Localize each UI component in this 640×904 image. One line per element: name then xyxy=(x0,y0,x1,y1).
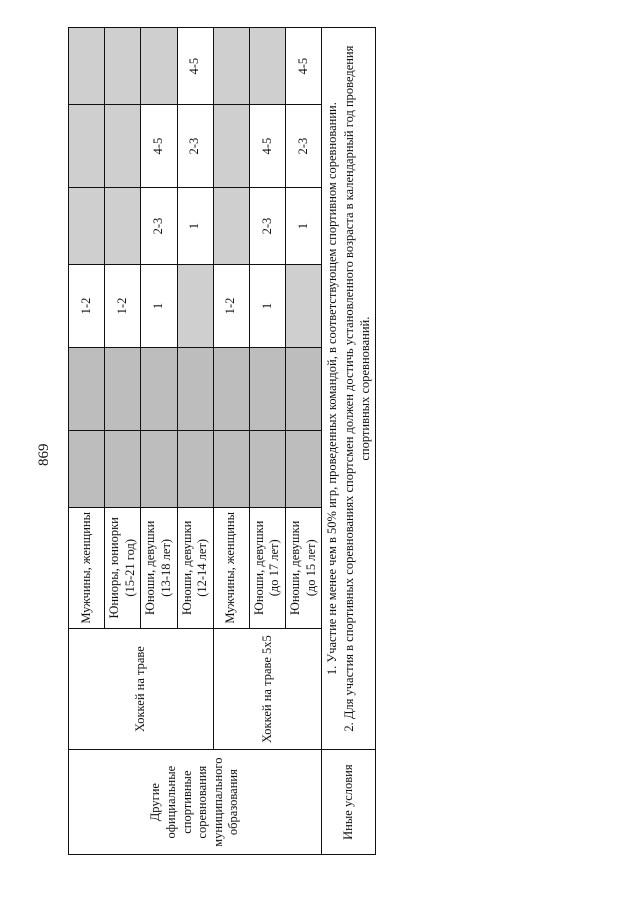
value-cell xyxy=(177,347,213,430)
value-cell: 1-2 xyxy=(105,265,141,348)
value-cell: 1 xyxy=(249,265,285,348)
value-cell xyxy=(286,347,322,430)
value-cell xyxy=(286,265,322,348)
value-cell: 1-2 xyxy=(69,265,105,348)
value-cell xyxy=(213,187,249,264)
category-cell: Юноши, девушки (13-18 лет) xyxy=(141,507,177,628)
category-cell: Юноши, девушки (до 15 лет) xyxy=(286,507,322,628)
value-cell: 1-2 xyxy=(213,265,249,348)
section-label: Другие официальные спортивные соревнования муниципального образования xyxy=(69,750,322,855)
value-cell xyxy=(213,28,249,105)
discipline-cell: Хоккей на траве 5х5 xyxy=(213,628,322,749)
value-cell: 2-3 xyxy=(286,105,322,188)
value-cell xyxy=(69,347,105,430)
value-cell xyxy=(105,347,141,430)
value-cell xyxy=(213,347,249,430)
note-paragraph: 2. Для участия в спортивных соревнованиях спортсмен должен достичь установленного возраста в календарный год проведения спортивных соревнований. xyxy=(341,45,372,732)
value-cell xyxy=(105,28,141,105)
other-conditions-notes xyxy=(322,28,376,750)
requirements-table xyxy=(68,27,376,855)
value-cell: 1 xyxy=(141,265,177,348)
value-cell xyxy=(105,430,141,507)
value-cell xyxy=(141,347,177,430)
value-cell: 1 xyxy=(177,187,213,264)
category-cell: Мужчины, женщины xyxy=(69,507,105,628)
value-cell: 1 xyxy=(286,187,322,264)
value-cell: 4-5 xyxy=(249,105,285,188)
value-cell: 2-3 xyxy=(177,105,213,188)
note-paragraph: 1. Участие не менее чем в 50% игр, проведенных командой, в соответствующем спортивном соревновании. xyxy=(325,102,340,676)
value-cell: 4-5 xyxy=(141,105,177,188)
value-cell xyxy=(69,28,105,105)
value-cell xyxy=(249,430,285,507)
value-cell xyxy=(105,187,141,264)
category-cell: Юноши, девушки (до 17 лет) xyxy=(249,507,285,628)
value-cell xyxy=(141,430,177,507)
discipline-cell: Хоккей на траве xyxy=(69,628,214,749)
value-cell: 2-3 xyxy=(141,187,177,264)
value-cell xyxy=(286,430,322,507)
value-cell xyxy=(141,28,177,105)
value-cell xyxy=(69,187,105,264)
table-row xyxy=(213,28,249,855)
value-cell xyxy=(177,430,213,507)
category-cell: Юниоры, юниорки (15-21 год) xyxy=(105,507,141,628)
other-conditions-row xyxy=(322,28,376,855)
value-cell xyxy=(213,105,249,188)
value-cell xyxy=(213,430,249,507)
value-cell xyxy=(249,28,285,105)
category-cell: Юноши, девушки (12-14 лет) xyxy=(177,507,213,628)
value-cell xyxy=(69,430,105,507)
value-cell xyxy=(105,105,141,188)
value-cell xyxy=(177,265,213,348)
value-cell: 2-3 xyxy=(249,187,285,264)
table-row xyxy=(69,28,105,855)
value-cell xyxy=(249,347,285,430)
other-conditions-label: Иные условия xyxy=(322,750,376,855)
category-cell: Мужчины, женщины xyxy=(213,507,249,628)
value-cell xyxy=(69,105,105,188)
page-number: 869 xyxy=(36,443,52,466)
value-cell: 4-5 xyxy=(177,28,213,105)
value-cell: 4-5 xyxy=(286,28,322,105)
